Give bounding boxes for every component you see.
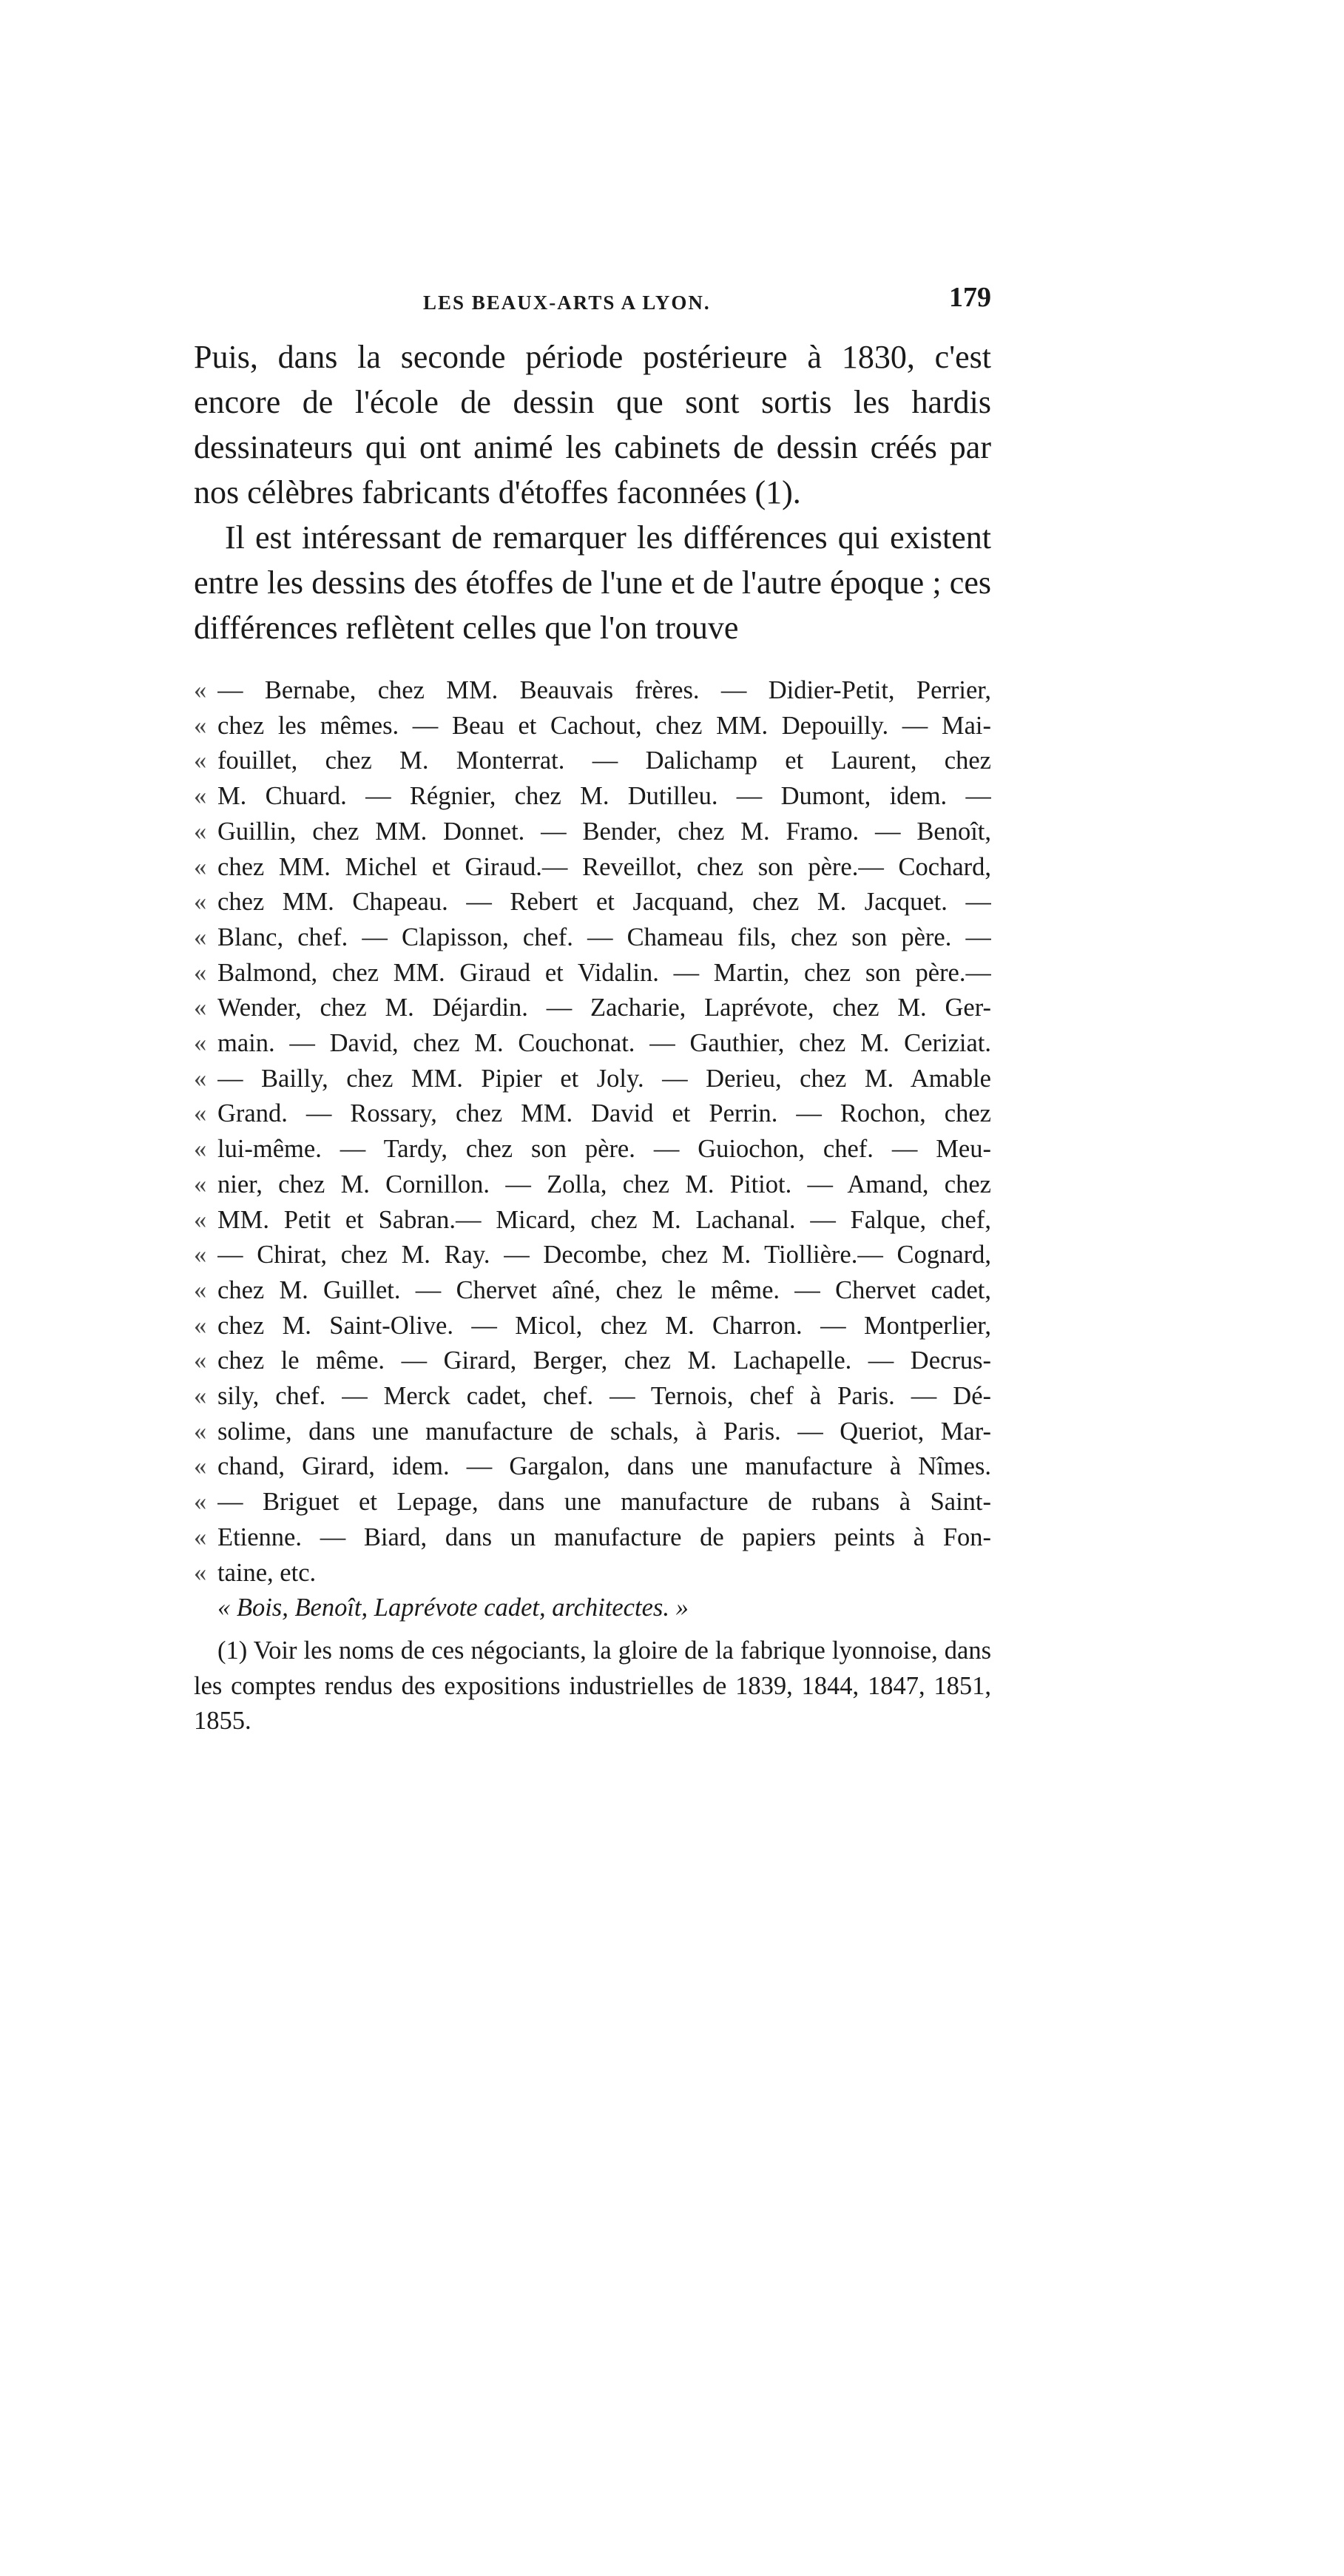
quote-line-text: Grand. — Rossary, chez MM. David et Perrin. — Rochon, chez	[217, 1099, 991, 1128]
quote-mark: «	[194, 782, 207, 811]
quote-mark: «	[194, 888, 207, 917]
quote-line	[194, 920, 991, 956]
quote-line-text: MM. Petit et Sabran.— Micard, chez M. Lachanal. — Falque, chef,	[217, 1205, 991, 1234]
quote-line	[194, 1096, 991, 1132]
footnote-text: (1) Voir les noms de ces négociants, la gloire de la fabrique lyonnoise, dans les comptes rendus des expositions industrielles de 1839, 1844, 1847, 1851, 1855.	[194, 1636, 991, 1736]
running-title: LES BEAUX-ARTS A LYON.	[423, 291, 711, 314]
quote-line	[194, 1238, 991, 1273]
quote-line-text: M. Chuard. — Régnier, chez M. Dutilleu. — Dumont, idem. —	[217, 782, 991, 811]
quote-mark: «	[194, 1205, 207, 1234]
quote-mark: «	[194, 1523, 207, 1551]
quote-line-text: nier, chez M. Cornillon. — Zolla, chez M. Pitiot. — Amand, chez	[217, 1170, 991, 1198]
quote-mark: «	[194, 711, 207, 740]
quote-mark: «	[194, 1241, 207, 1270]
quote-line-text: chez les mêmes. — Beau et Cachout, chez MM. Depouilly. — Mai-	[217, 711, 991, 740]
quote-line-text: chez MM. Chapeau. — Rebert et Jacquand, chez M. Jacquet. —	[217, 888, 991, 917]
quote-line	[194, 1273, 991, 1309]
quote-line	[194, 815, 991, 850]
quote-line	[194, 779, 991, 815]
quote-line-text: — Bailly, chez MM. Pipier et Joly. — Derieu, chez M. Amable	[217, 1064, 991, 1093]
quote-line-text: solime, dans une manufacture de schals, à Paris. — Queriot, Mar-	[217, 1417, 991, 1446]
quote-line-text: — Briguet et Lepage, dans une manufacture de rubans à Saint-	[217, 1488, 991, 1517]
quote-line	[194, 1485, 991, 1520]
quote-line	[194, 1026, 991, 1062]
quote-line-text: Balmond, chez MM. Giraud et Vidalin. — Martin, chez son père.—	[217, 958, 991, 987]
quote-mark: «	[194, 1099, 207, 1128]
quote-mark: «	[194, 746, 207, 775]
quote-line	[194, 1132, 991, 1167]
quote-line-text: — Bernabe, chez MM. Beauvais frères. — Didier-Petit, Perrier,	[217, 676, 991, 704]
quote-mark: «	[194, 1135, 207, 1164]
quote-line	[194, 991, 991, 1026]
quote-line	[194, 850, 991, 886]
quote-line-text: taine, etc.	[217, 1558, 317, 1587]
quote-mark: «	[194, 1029, 207, 1058]
quote-line-text: Guillin, chez MM. Donnet. — Bender, chez M. Framo. — Benoît,	[217, 817, 991, 846]
quote-mark: «	[194, 1275, 207, 1304]
footnote	[194, 1633, 991, 1739]
quote-line	[194, 1203, 991, 1238]
quote-line	[194, 744, 991, 779]
quote-line	[194, 1449, 991, 1485]
quote-line-text: chez M. Saint-Olive. — Micol, chez M. Charron. — Montperlier,	[217, 1311, 991, 1340]
quote-line	[194, 885, 991, 920]
quote-line-text: Wender, chez M. Déjardin. — Zacharie, Laprévote, chez M. Ger-	[217, 994, 991, 1022]
quote-mark: «	[194, 923, 207, 951]
quote-line	[194, 709, 991, 744]
quote-mark: «	[194, 1452, 207, 1481]
page-number: 179	[949, 282, 991, 313]
quote-line-text: chez MM. Michel et Giraud.— Reveillot, chez son père.— Cochard,	[217, 852, 991, 881]
quote-mark: «	[194, 817, 207, 846]
quote-line	[194, 956, 991, 991]
quote-mark: «	[194, 1488, 207, 1517]
paragraph: Puis, dans la seconde période postérieure à 1830, c'est encore de l'école de dessin que sont sortis les hardis dessinateurs qui ont animé les cabinets de dessin créés par nos célèbres fabricants d'étoffes faconnées (1).	[194, 339, 991, 510]
quote-line	[194, 1343, 991, 1379]
quote-line-text: fouillet, chez M. Monterrat. — Dalichamp et Laurent, chez	[217, 746, 991, 775]
quote-mark: «	[194, 1558, 207, 1587]
quote-line	[194, 1379, 991, 1415]
quote-line-text: chand, Girard, idem. — Gargalon, dans une manufacture à Nîmes.	[217, 1452, 991, 1481]
quote-line	[194, 1309, 991, 1344]
architects-line: « Bois, Benoît, Laprévote cadet, architectes. »	[217, 1594, 689, 1622]
quote-line-text: sily, chef. — Merck cadet, chef. — Ternois, chef à Paris. — Dé-	[217, 1382, 991, 1411]
quote-mark: «	[194, 1417, 207, 1446]
quote-line-text: chez M. Guillet. — Chervet aîné, chez le même. — Chervet cadet,	[217, 1275, 991, 1304]
quote-mark: «	[194, 1064, 207, 1093]
quote-line-text: lui-même. — Tardy, chez son père. — Guiochon, chef. — Meu-	[217, 1135, 991, 1164]
quote-line	[194, 1556, 991, 1591]
quote-line-text: Etienne. — Biard, dans un manufacture de papiers peints à Fon-	[217, 1523, 991, 1551]
quote-mark: «	[194, 958, 207, 987]
quote-mark: «	[194, 994, 207, 1022]
quote-line	[194, 1415, 991, 1450]
quote-mark: «	[194, 1346, 207, 1375]
quote-line-text: — Chirat, chez M. Ray. — Decombe, chez M. Tiollière.— Cognard,	[217, 1241, 991, 1270]
quote-line	[194, 1520, 991, 1556]
main-text	[194, 334, 991, 650]
quote-line	[194, 1167, 991, 1203]
quote-line-text: main. — David, chez M. Couchonat. — Gauthier, chez M. Ceriziat.	[217, 1029, 991, 1058]
quote-line	[194, 1062, 991, 1097]
quote-mark: «	[194, 676, 207, 704]
quote-line	[194, 673, 991, 709]
quote-line-text: Blanc, chef. — Clapisson, chef. — Chameau fils, chez son père. —	[217, 923, 991, 951]
page-header	[194, 281, 991, 326]
quote-mark: «	[194, 1170, 207, 1198]
quote-line-text: chez le même. — Girard, Berger, chez M. Lachapelle. — Decrus-	[217, 1346, 991, 1375]
paragraph: Il est intéressant de remarquer les différences qui existent entre les dessins des étoffes de l'une et de l'autre époque ; ces différences reflètent celles que l'on trouve	[194, 519, 991, 646]
quote-mark: «	[194, 852, 207, 881]
quoted-list-of-designers	[194, 673, 991, 1626]
quote-mark: «	[194, 1382, 207, 1411]
quote-mark: «	[194, 1311, 207, 1340]
